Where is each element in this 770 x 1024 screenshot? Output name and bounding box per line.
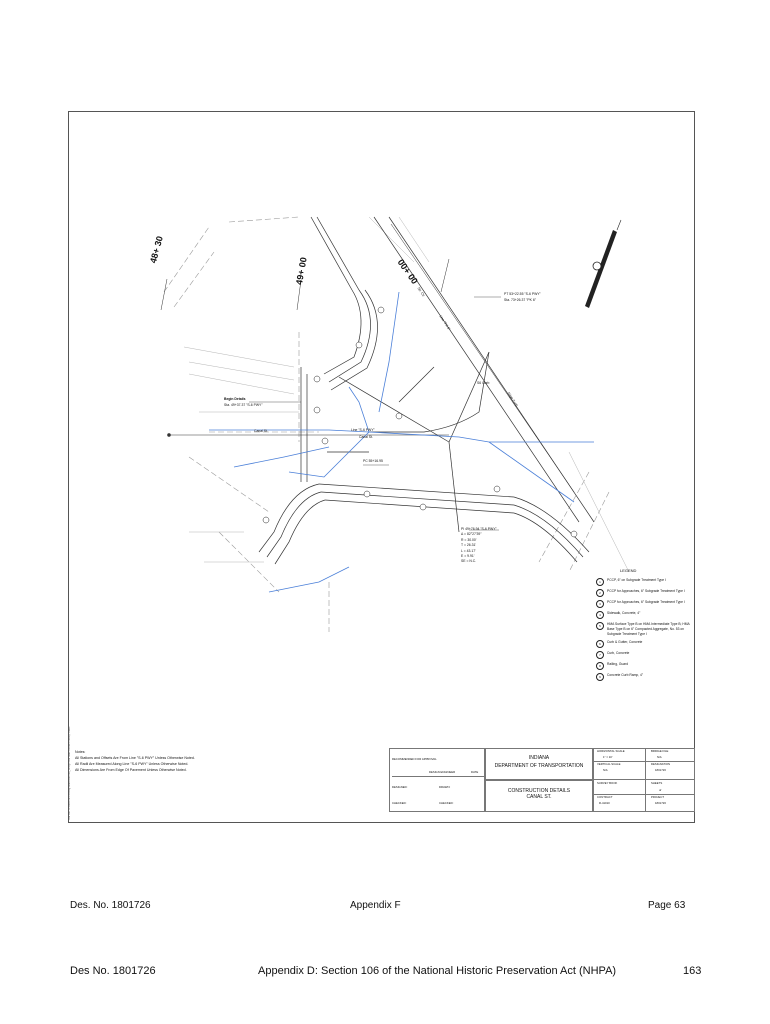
pc-label: PC 55+16.95 xyxy=(363,459,383,463)
legend-text: Curb & Gutter, Concrete xyxy=(607,640,643,644)
plan-sheet xyxy=(68,111,695,823)
legend-number: 1 xyxy=(596,578,604,586)
designed-label: DESIGNED: xyxy=(392,785,408,789)
state-label: INDIANA xyxy=(528,755,550,761)
legend-text: PCCP for Approaches, 6" Subgrade Treatment Type I xyxy=(607,600,685,604)
legend-number: 2 xyxy=(596,589,604,597)
sheet-title-2: CANAL ST. xyxy=(526,794,552,800)
begin-details-station: Sta. 49+37.37 "S-6 PWY" xyxy=(224,403,263,407)
legend-item xyxy=(596,611,692,619)
divider xyxy=(593,794,695,795)
legend-number: 8 xyxy=(596,662,604,670)
legend-text: Sidewalk, Concrete, 4" xyxy=(607,611,641,615)
project-value: 1801726 xyxy=(655,801,666,805)
curve-data-line: E = 9.91' xyxy=(461,554,475,559)
legend-text: PCCP for Approaches, 6" Subgrade Treatment Type I xyxy=(607,589,685,593)
divider xyxy=(593,779,695,780)
legend-number: 6 xyxy=(596,640,604,648)
curve-data xyxy=(461,528,497,564)
sheets-value: of xyxy=(659,788,662,792)
curve-data-line: Δ = 82°27'39" xyxy=(461,532,482,537)
divider xyxy=(645,748,646,812)
road-edges xyxy=(259,217,594,564)
legend-item xyxy=(596,622,692,637)
right-of-way-lines xyxy=(164,217,609,632)
recommended-label: RECOMMENDED FOR APPROVAL xyxy=(392,757,437,761)
footer2-page: 163 xyxy=(683,965,702,977)
curve-data-line: R = 30.00' xyxy=(461,537,477,542)
plot-file-stamp: Plot File: S:\1801726\PW\Dwg\Road\1801726_SP.dgn Plot Date: 10/2021 Plot by: Users xyxy=(68,726,71,820)
contract-value: R-41010 xyxy=(599,801,610,805)
edge-label-3: Line "PK 6" xyxy=(438,314,452,331)
callout-circles xyxy=(263,307,577,537)
horizontal-scale-value: 1" = 10' xyxy=(603,755,613,759)
legend-number: 5 xyxy=(596,622,604,630)
edge-label-2: Str. Ctr xyxy=(416,286,426,298)
north-arrow-icon xyxy=(585,220,621,308)
legend-title: LEGEND xyxy=(620,568,637,573)
legend-item xyxy=(596,640,692,648)
note-line: All Dimensions Are From Edge Of Pavement Unless Otherwise Noted. xyxy=(75,768,187,772)
leader-lines xyxy=(249,297,501,530)
contract-label: CONTRACT xyxy=(597,795,613,799)
pt-label-2: Sta. 73+26.37 "PK 6" xyxy=(504,298,536,302)
plan-drawing xyxy=(69,112,696,824)
note-line: All Stations and Offsets Are From Line "S-6 PWY" Unless Otherwise Noted. xyxy=(75,756,195,760)
bridge-file-value: N/A xyxy=(657,755,662,759)
legend xyxy=(596,568,692,684)
legend-item xyxy=(596,589,692,597)
legend-number: 4 xyxy=(596,611,604,619)
sheets-label: SHEETS xyxy=(651,781,663,785)
legend-number: 9 xyxy=(596,673,604,681)
designation-label: DESIGNATION xyxy=(651,762,671,766)
vertical-scale-label: VERTICAL SCALE xyxy=(597,762,621,766)
horizontal-scale-label: HORIZONTAL SCALE xyxy=(597,749,625,753)
curve-data-line: PI 49+76.94 "S-6 PWY" xyxy=(461,527,497,531)
legend-text: Concrete Curb Ramp, 4" xyxy=(607,673,643,677)
divider xyxy=(392,776,484,777)
edge-label-4: Edge Curb xyxy=(506,391,519,408)
title-block xyxy=(389,748,695,812)
station-label-left: 48+ 30 xyxy=(148,234,165,265)
footer2-des-no: Des No. 1801726 xyxy=(70,965,156,977)
project-label: PROJECT xyxy=(651,795,665,799)
footer2-title: Appendix D: Section 106 of the National Historic Preservation Act (NHPA) xyxy=(258,965,617,977)
legend-item xyxy=(596,600,692,608)
pt-label-1: PT 53+22.55 "S-6 PWY" xyxy=(504,292,541,296)
legend-text: HMA Surface Type B on HMA Intermediate Type B; HMA Base Type B on 6" Compacted Aggregate, No. 53 on Subgrade Treatment Type I xyxy=(607,622,690,636)
checked2-label: CHECKED: xyxy=(439,801,454,805)
notes xyxy=(75,749,375,773)
footer-page: Page 63 xyxy=(648,900,686,911)
footer-appendix: Appendix F xyxy=(350,900,401,911)
designation-value: 1801726 xyxy=(655,768,666,772)
station-label-mid: 49+ 00 xyxy=(294,256,309,286)
legend-text: PCCP, 6" on Subgrade Treatment Type I xyxy=(607,578,666,582)
edge-label-1: S6 Curb xyxy=(477,381,490,385)
date-label: DATE xyxy=(471,770,479,774)
notes-title: Notes: xyxy=(75,750,86,754)
curve-data-line: SE = N.C. xyxy=(461,559,477,564)
checked-label: CHECKED: xyxy=(392,801,407,805)
footer-des-no: Des. No. 1801726 xyxy=(70,900,151,911)
bridge-file-label: BRIDGE FILE xyxy=(651,749,669,753)
department-label: DEPARTMENT OF TRANSPORTATION xyxy=(494,763,584,769)
legend-item xyxy=(596,651,692,659)
vertical-scale-value: N/A xyxy=(603,768,608,772)
line-s6-label: Line "S-6 PWY" xyxy=(351,428,375,432)
survey-book-label: SURVEY BOOK xyxy=(597,781,618,785)
legend-item xyxy=(596,662,692,670)
divider xyxy=(593,761,695,762)
legend-item xyxy=(596,578,692,586)
legend-number: 3 xyxy=(596,600,604,608)
canal-st-label: Canal St. xyxy=(359,435,373,439)
curve-data-line: T = 26.31' xyxy=(461,543,477,548)
design-engineer-label: DESIGN ENGINEER xyxy=(429,770,456,774)
legend-number: 7 xyxy=(596,651,604,659)
begin-details-label: Begin Details xyxy=(224,397,246,401)
station-label-right: 00+ 00 xyxy=(395,257,420,286)
drawn-label: DRAWN: xyxy=(439,785,451,789)
sheet-title-1: CONSTRUCTION DETAILS xyxy=(507,788,571,794)
legend-item xyxy=(596,673,692,681)
street-label: Canal St. xyxy=(254,429,268,433)
note-line: All Radii Are Measured Along Line "S-6 PWY" Unless Otherwise Noted. xyxy=(75,762,189,766)
legend-text: Curb, Concrete xyxy=(607,651,630,655)
utility-lines xyxy=(209,292,594,592)
legend-text: Railing, Guard xyxy=(607,662,629,666)
curve-data-line: L = 43.17' xyxy=(461,548,476,553)
